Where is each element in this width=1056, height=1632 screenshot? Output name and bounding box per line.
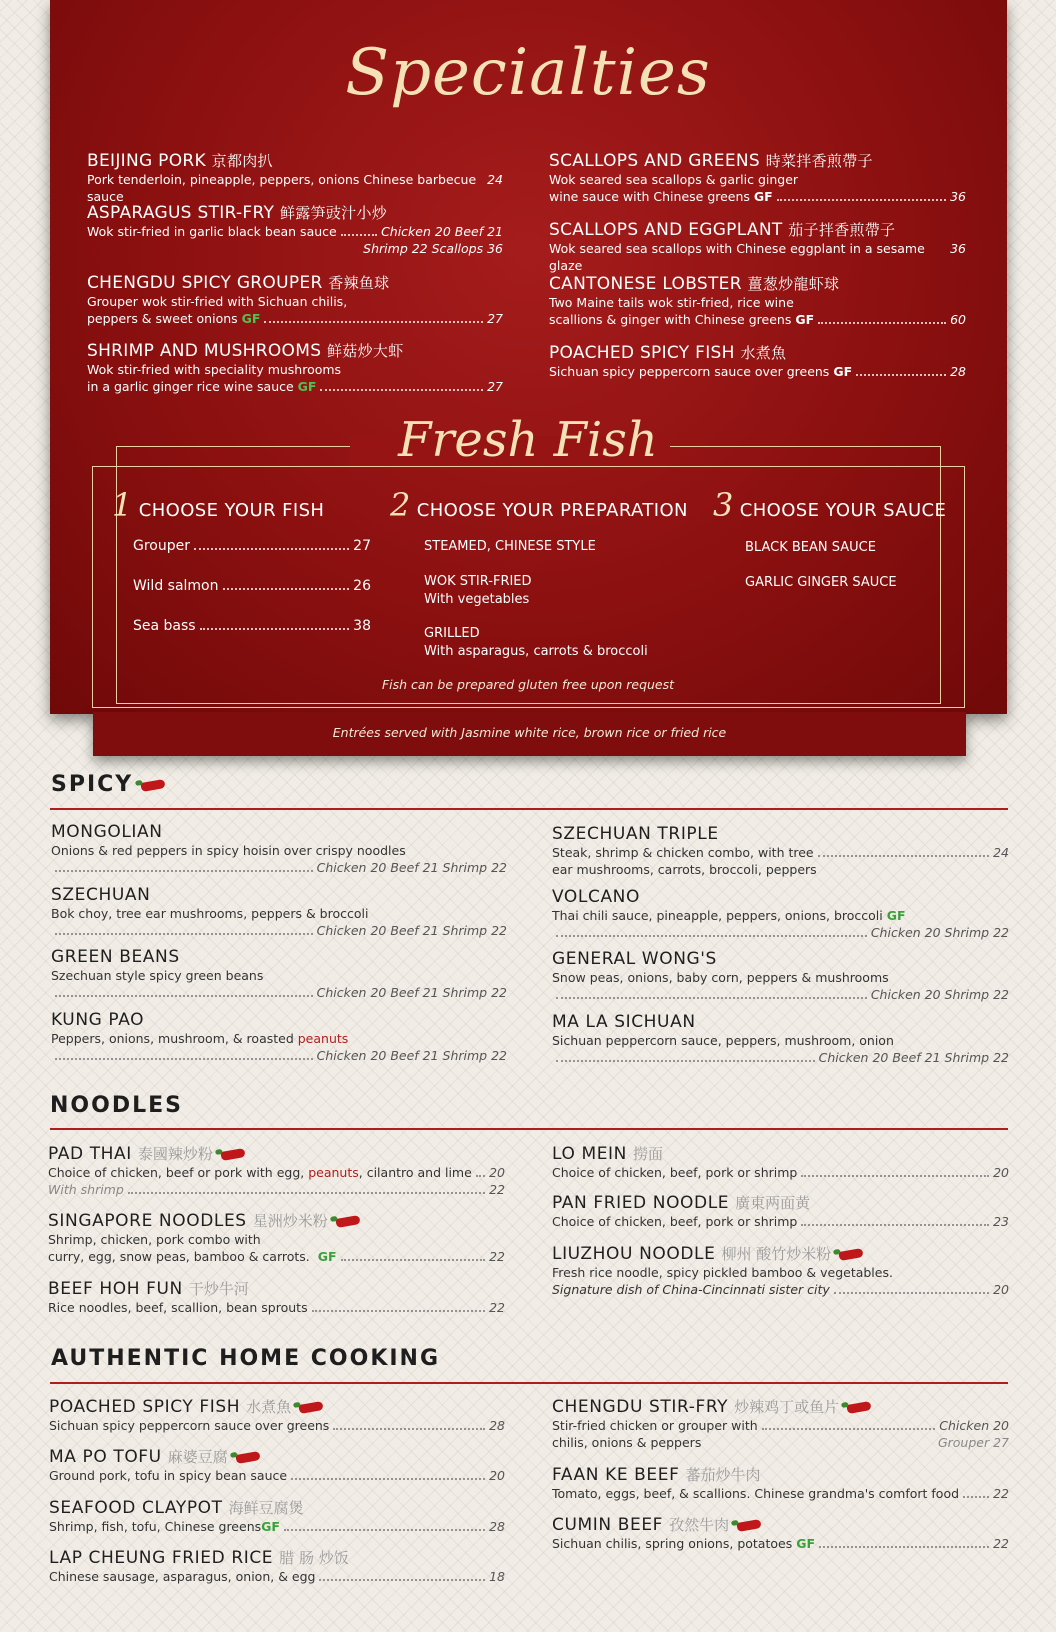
item-price: 28: [489, 1519, 505, 1534]
fish-option: Sea bass: [133, 618, 196, 634]
item-desc: Choice of chicken, beef, pork or shrimp: [552, 1214, 798, 1229]
item-price: Chicken 20: [939, 1418, 1009, 1433]
item-chinese-name: 時菜拌香煎帶子: [765, 152, 873, 170]
item-price-secondary: Shrimp 22 Scallops 36: [363, 241, 503, 256]
section-heading: SPICY: [51, 772, 165, 797]
fresh-fish-note: Fish can be prepared gluten free upon request: [381, 677, 675, 692]
item-name: VOLCANO: [552, 887, 640, 907]
special-item: [549, 342, 966, 380]
item-chinese-name: 星洲炒米粉: [252, 1212, 328, 1230]
item-desc: Wok seared sea scallops & garlic ginger: [549, 172, 799, 187]
special-item: [87, 150, 503, 205]
section-heading: AUTHENTIC HOME COOKING: [51, 1346, 441, 1371]
item-desc: Steak, shrimp & chicken combo, with tree: [552, 845, 814, 860]
chili-pepper-icon: [839, 1247, 864, 1260]
item-price: Chicken 20 Beef 21 Shrimp 22: [316, 1048, 507, 1063]
preparation-detail: With asparagus, carrots & broccoli: [424, 644, 648, 659]
step-label: CHOOSE YOUR PREPARATION: [416, 500, 688, 521]
fish-price: 27: [353, 538, 371, 554]
item-name: CUMIN BEEF: [552, 1515, 664, 1535]
item-price: 18: [489, 1569, 505, 1584]
special-item: [549, 150, 966, 205]
item-desc: Rice noodles, beef, scallion, bean sprouts: [48, 1300, 308, 1315]
item-desc: Sichuan chilis, spring onions, potatoes: [552, 1536, 793, 1551]
item-chinese-name: 鲜露笋豉汁小炒: [279, 204, 388, 222]
item-desc: Szechuan style spicy green beans: [51, 968, 264, 983]
item-name: SINGAPORE NOODLES: [48, 1211, 247, 1231]
item-chinese-name: 京都肉扒: [211, 152, 273, 170]
item-desc: Ground pork, tofu in spicy bean sauce: [49, 1468, 288, 1483]
preparation-option: WOK STIR-FRIED: [424, 574, 532, 589]
item-price: 20: [489, 1468, 505, 1483]
gluten-free-badge: GF: [796, 1536, 816, 1551]
item-price: 20: [489, 1165, 505, 1180]
item-price: Chicken 20 Beef 21 Shrimp 22: [316, 985, 507, 1000]
item-desc-line2: ear mushrooms, carrots, broccoli, peppers: [552, 862, 817, 877]
item-name: SZECHUAN: [51, 885, 151, 905]
item-name: GREEN BEANS: [51, 947, 180, 967]
item-chinese-name: 泰國辣炒粉: [137, 1145, 213, 1163]
item-name: LIUZHOU NOODLE: [552, 1244, 716, 1264]
item-desc-line2: wine sauce with Chinese greens: [549, 189, 750, 204]
item-desc: Sichuan spicy peppercorn sauce over greens: [549, 364, 830, 379]
item-price: Chicken 20 Beef 21 Shrimp 22: [316, 923, 507, 938]
item-desc: Stir-fried chicken or grouper with: [552, 1418, 758, 1433]
item-price: Chicken 20 Beef 21 Shrimp 22: [316, 860, 507, 875]
menu-item: [49, 1446, 505, 1484]
choose-preparation-column: [390, 486, 690, 659]
item-price: 60: [950, 312, 966, 327]
gluten-free-badge: GF: [241, 311, 261, 326]
item-price: Chicken 20 Shrimp 22: [870, 987, 1009, 1002]
item-price: 23: [993, 1214, 1009, 1229]
step-number: 2: [390, 486, 411, 524]
item-desc: Wok stir-fried with speciality mushrooms: [87, 362, 342, 377]
item-chinese-name: 孜然牛肉: [669, 1516, 730, 1534]
item-name: BEIJING PORK: [87, 151, 206, 171]
item-name: PAN FRIED NOODLE: [552, 1193, 730, 1213]
fish-price: 38: [353, 618, 371, 634]
menu-item: [49, 1396, 505, 1434]
item-price: 20: [993, 1282, 1009, 1297]
item-desc: Sichuan peppercorn sauce, peppers, mushroom, onion: [552, 1033, 894, 1048]
special-item: [87, 272, 503, 327]
item-price: 20: [993, 1165, 1009, 1180]
item-name: CHENGDU SPICY GROUPER: [87, 273, 323, 293]
menu-item: [48, 1278, 505, 1316]
item-name: KUNG PAO: [51, 1010, 145, 1030]
choose-fish-column: [112, 486, 372, 634]
item-name: CANTONESE LOBSTER: [549, 274, 742, 294]
menu-item: [552, 824, 1009, 878]
item-price: 36: [950, 241, 966, 256]
sauce-option: GARLIC GINGER SAUCE: [745, 575, 897, 590]
menu-item: [552, 1396, 1009, 1451]
item-desc: Tomato, eggs, beef, & scallions. Chinese grandma's comfort food: [552, 1486, 960, 1501]
item-name: SCALLOPS AND GREENS: [549, 151, 760, 171]
item-price: 24: [993, 845, 1009, 860]
item-name: MONGOLIAN: [51, 822, 163, 842]
chili-pepper-icon: [335, 1214, 360, 1227]
item-chinese-name: 香辣鱼球: [328, 274, 390, 292]
item-name: BEEF HOH FUN: [48, 1279, 183, 1299]
item-chinese-name: 茄子拌香煎帶子: [788, 221, 896, 239]
item-desc: Onions & red peppers in spicy hoisin over crispy noodles: [51, 843, 406, 858]
item-desc-line2: scallions & ginger with Chinese greens: [549, 312, 792, 327]
menu-item: [552, 887, 1009, 941]
item-price: 22: [489, 1249, 505, 1264]
item-desc: Fresh rice noodle, spicy pickled bamboo & vegetables.: [552, 1265, 893, 1280]
fish-option: Wild salmon: [133, 578, 219, 594]
section-rule: [50, 808, 1008, 810]
chili-pepper-icon: [847, 1400, 872, 1413]
item-price: 24: [487, 172, 503, 187]
item-name: ASPARAGUS STIR-FRY: [87, 203, 275, 223]
chili-pepper-icon: [220, 1147, 245, 1160]
gluten-free-badge: GF: [833, 364, 853, 379]
item-desc: Thai chili sauce, pineapple, peppers, onions, broccoli: [552, 908, 883, 923]
item-chinese-name: 腊 肠 炒饭: [279, 1549, 349, 1567]
item-chinese-name: 撈面: [633, 1145, 664, 1163]
item-name: GENERAL WONG'S: [552, 949, 717, 969]
item-desc-line2: peppers & sweet onions: [87, 311, 238, 326]
menu-item: [552, 1464, 1009, 1502]
item-name: LAP CHEUNG FRIED RICE: [49, 1548, 274, 1568]
item-name: PAD THAI: [48, 1144, 132, 1164]
menu-item: [552, 1012, 1009, 1066]
item-price-secondary: 22: [489, 1182, 505, 1197]
menu-item: [51, 947, 507, 1001]
special-item: [549, 273, 966, 328]
item-name: MA PO TOFU: [49, 1447, 162, 1467]
chili-pepper-icon: [299, 1400, 324, 1413]
menu-item: [48, 1210, 505, 1265]
item-desc: Bok choy, tree ear mushrooms, peppers & broccoli: [51, 906, 369, 921]
menu-item: [552, 1192, 1009, 1230]
item-price: 22: [489, 1300, 505, 1315]
item-name: LO MEIN: [552, 1144, 627, 1164]
item-name: SCALLOPS AND EGGPLANT: [549, 220, 783, 240]
gluten-free-badge: GF: [795, 312, 815, 327]
item-chinese-name: 干炒牛河: [188, 1280, 249, 1298]
item-price: Chicken 20 Shrimp 22: [870, 925, 1009, 940]
sauce-option: BLACK BEAN SAUCE: [745, 540, 876, 555]
gluten-free-badge: GF: [297, 379, 317, 394]
item-desc: Two Maine tails wok stir-fried, rice wine: [549, 295, 794, 310]
allergen-note: peanuts: [308, 1165, 359, 1180]
item-name: CHENGDU STIR-FRY: [552, 1397, 729, 1417]
fish-price: 26: [353, 578, 371, 594]
item-chinese-name: 柳州 酸竹炒米粉: [721, 1245, 832, 1263]
preparation-detail: With vegetables: [424, 592, 530, 607]
item-desc: Snow peas, onions, baby corn, peppers & mushrooms: [552, 970, 889, 985]
item-chinese-name: 麻婆豆腐: [167, 1448, 228, 1466]
menu-item: [552, 1243, 1009, 1298]
gluten-free-badge: GF: [886, 908, 906, 923]
item-desc: Wok seared sea scallops with Chinese eggplant in a sesame glaze: [549, 241, 925, 273]
preparation-option: STEAMED, CHINESE STYLE: [424, 539, 596, 554]
step-label: CHOOSE YOUR SAUCE: [739, 500, 947, 521]
item-name: POACHED SPICY FISH: [49, 1397, 241, 1417]
item-chinese-name: 海鲜豆腐煲: [228, 1499, 304, 1517]
item-name: MA LA SICHUAN: [552, 1012, 696, 1032]
item-name: SHRIMP AND MUSHROOMS: [87, 341, 322, 361]
gluten-free-badge: GF: [753, 189, 773, 204]
section-heading: NOODLES: [50, 1093, 183, 1118]
chili-pepper-icon: [235, 1450, 260, 1463]
item-chinese-name: 水煮魚: [740, 344, 787, 362]
chili-pepper-icon: [141, 778, 166, 791]
menu-item: [49, 1497, 505, 1535]
gluten-free-badge: GF: [261, 1519, 280, 1534]
special-item: [87, 340, 503, 395]
item-option: With shrimp: [48, 1182, 124, 1197]
menu-item: PAD THAI 泰國辣炒粉 Choice of chicken, beef or pork with egg, peanuts, cilantro and lime 20 With shrimp 22: [48, 1144, 505, 1197]
fish-option: Grouper: [133, 538, 190, 554]
menu-item: [51, 885, 507, 939]
special-item: [87, 202, 503, 257]
item-price: 28: [489, 1418, 505, 1433]
item-price: 27: [487, 379, 503, 394]
item-chinese-name: 薑葱炒龍虾球: [747, 275, 840, 293]
special-item: [549, 219, 966, 274]
item-desc: Shrimp, fish, tofu, Chinese greens: [49, 1519, 262, 1534]
item-price: 28: [950, 364, 966, 379]
entrees-tab: [93, 712, 966, 756]
item-desc: Grouper wok stir-fried with Sichuan chilis,: [87, 294, 348, 309]
item-desc-line2: in a garlic ginger rice wine sauce: [87, 379, 294, 394]
item-price: Chicken 20 Beef 21 Shrimp 22: [818, 1050, 1009, 1065]
choose-sauce-column: [713, 486, 953, 590]
item-price: 36: [950, 189, 966, 204]
item-desc: Sichuan spicy peppercorn sauce over greens: [49, 1418, 330, 1433]
step-number: 3: [713, 486, 734, 524]
item-desc: Peppers, onions, mushroom, & roasted: [51, 1031, 298, 1046]
item-desc: Shrimp, chicken, pork combo with: [48, 1232, 261, 1247]
item-price: 27: [487, 311, 503, 326]
step-label: CHOOSE YOUR FISH: [138, 500, 325, 521]
item-desc: Choice of chicken, beef, pork or shrimp: [552, 1165, 798, 1180]
item-desc: Wok stir-fried in garlic black bean sauce: [87, 224, 337, 239]
item-chinese-name: 廣東两面黄: [735, 1194, 811, 1212]
gluten-free-badge: GF: [317, 1249, 337, 1264]
menu-item: [51, 822, 507, 876]
section-rule: [50, 1128, 1008, 1130]
item-price: Chicken 20 Beef 21: [381, 224, 503, 239]
entrees-note: Entrées served with Jasmine white rice, brown rice or fried rice: [332, 725, 727, 740]
step-number: 1: [112, 486, 133, 524]
item-price: 22: [993, 1536, 1009, 1551]
menu-item: [552, 949, 1009, 1003]
item-name: FAAN KE BEEF: [552, 1465, 680, 1485]
item-desc: Chinese sausage, asparagus, onion, & egg: [49, 1569, 316, 1584]
specialties-title: Specialties: [345, 36, 711, 110]
item-name: SEAFOOD CLAYPOT: [49, 1498, 223, 1518]
chili-pepper-icon: [736, 1518, 761, 1531]
item-price-secondary: Grouper 27: [937, 1435, 1009, 1450]
menu-item: [552, 1514, 1009, 1552]
item-name: POACHED SPICY FISH: [549, 343, 735, 363]
menu-item: [49, 1547, 505, 1585]
allergen-note: peanuts: [297, 1031, 349, 1046]
preparation-option: GRILLED: [424, 626, 480, 641]
item-desc: Pork tenderloin, pineapple, peppers, onions Chinese barbecue sauce: [87, 172, 477, 204]
item-name: SZECHUAN TRIPLE: [552, 824, 719, 844]
item-chinese-name: 鲜菇炒大虾: [327, 342, 404, 360]
item-desc: Choice of chicken, beef or pork with egg,: [48, 1165, 309, 1180]
item-chinese-name: 水煮魚: [246, 1398, 292, 1416]
item-chinese-name: 炒辣鸡丁或鱼片: [734, 1398, 840, 1416]
item-desc-line2: Signature dish of China-Cincinnati sister city: [552, 1282, 830, 1297]
item-chinese-name: 蕃茄炒牛肉: [685, 1466, 761, 1484]
section-rule: [50, 1382, 1008, 1384]
item-desc-line2: chilis, onions & peppers: [552, 1435, 702, 1450]
menu-item: [51, 1010, 507, 1064]
fresh-fish-title: Fresh Fish: [398, 412, 658, 468]
menu-item: [552, 1143, 1009, 1181]
item-desc-line2: curry, egg, snow peas, bamboo & carrots.: [48, 1249, 310, 1264]
item-price: 22: [993, 1486, 1009, 1501]
